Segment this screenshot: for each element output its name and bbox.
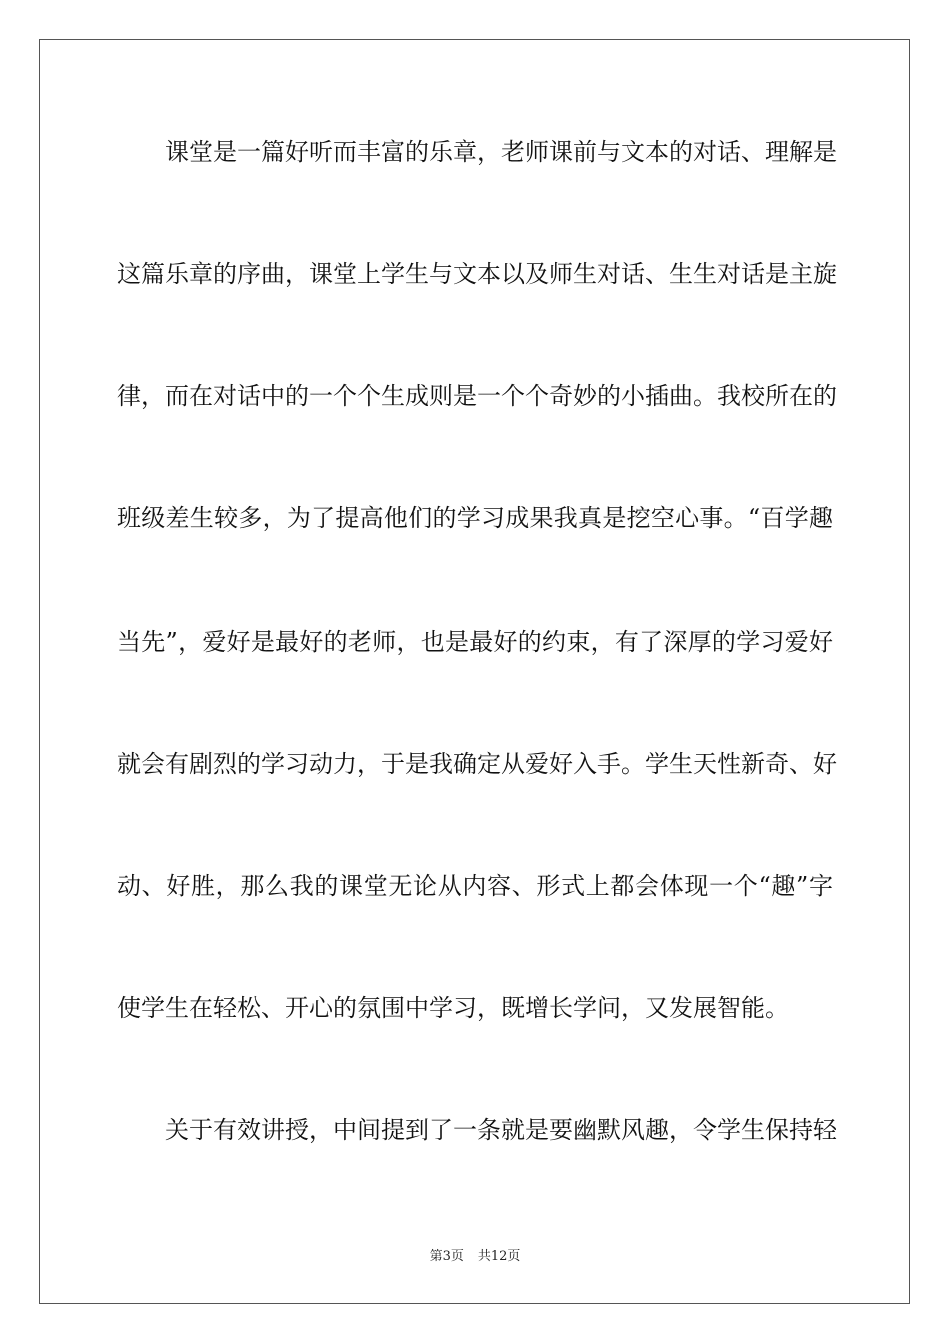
page-number: 第3页	[429, 1249, 464, 1264]
paragraph-1-line-1: 课堂是一篇好听而丰富的乐章，老师课前与文本的对话、理解是	[165, 138, 837, 166]
paragraph-1-line-5: 当先”，爱好是最好的老师，也是最好的约束，有了深厚的学习爱好	[117, 628, 833, 656]
paragraph-1-line-8: 使学生在轻松、开心的氛围中学习，既增长学问，又发展智能。	[117, 994, 789, 1022]
paragraph-1-line-6: 就会有剧烈的学习动力，于是我确定从爱好入手。学生天性新奇、好	[117, 750, 837, 778]
paragraph-1-line-7: 动、好胜，那么我的课堂无论从内容、形式上都会体现一个“趣”字	[117, 872, 833, 900]
paragraph-1-line-4: 班级差生较多，为了提高他们的学习成果我真是挖空心事。“百学趣	[117, 504, 833, 532]
paragraph-1-line-2: 这篇乐章的序曲，课堂上学生与文本以及师生对话、生生对话是主旋	[117, 260, 837, 288]
page-total: 共12页	[477, 1249, 521, 1264]
paragraph-2-line-1: 关于有效讲授，中间提到了一条就是要幽默风趣，令学生保持轻	[165, 1116, 837, 1144]
page-footer	[0, 1248, 950, 1266]
paragraph-1-line-3: 律，而在对话中的一个个生成则是一个个奇妙的小插曲。我校所在的	[117, 382, 837, 410]
